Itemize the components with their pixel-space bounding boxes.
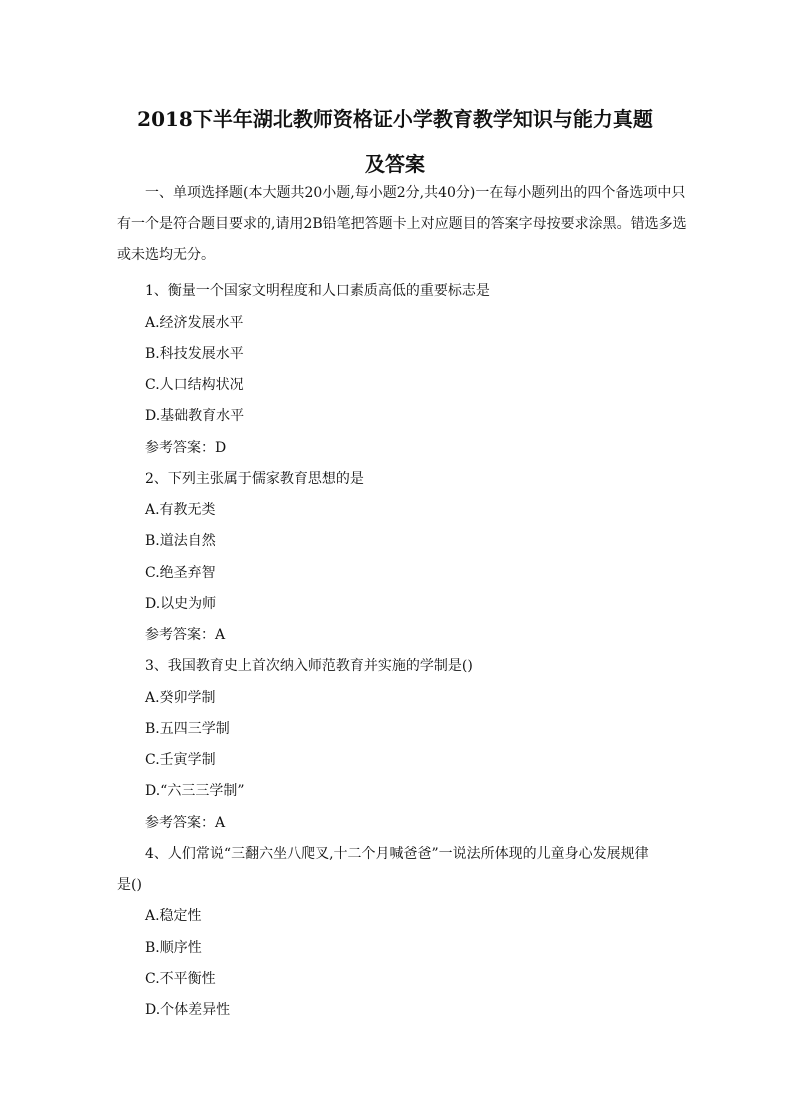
question-3-option-a: A.癸卯学制 [145,690,216,706]
question-2-answer: 参考答案：A [145,627,226,643]
question-4-option-d: D.个体差异性 [145,1002,231,1018]
question-3-option-c: C.壬寅学制 [145,752,216,768]
question-2-stem: 2、下列主张属于儒家教育思想的是 [145,471,364,487]
section-intro [117,178,697,271]
question-3-option-b: B.五四三学制 [145,721,230,737]
question-1-option-d: D.基础教育水平 [145,408,245,424]
question-2-option-a: A.有教无类 [145,502,216,518]
question-2-option-c: C.绝圣弃智 [145,565,216,581]
question-1-stem: 1、衡量一个国家文明程度和人口素质高低的重要标志是 [145,283,490,299]
question-1-answer: 参考答案：D [145,440,227,456]
question-4-stem-line-1: 4、人们常说“三翻六坐八爬叉,十二个月喊爸爸”一说法所体现的儿童身心发展规律 [145,846,649,862]
question-4-option-a: A.稳定性 [145,908,202,924]
section-intro-text: 一、单项选择题(本大题共20小题,每小题2分,共40分)一在每小题列出的四个备选项中只有一个是符合题目要求的,请用2B铅笔把答题卡上对应题目的答案字母按要求涂黑。错选多选或未选均无分。 [117,185,687,263]
question-1-option-b: B.科技发展水平 [145,346,244,362]
document-title-line-1: 2018下半年湖北教师资格证小学教育教学知识与能力真题 [137,107,653,131]
question-1-option-a: A.经济发展水平 [145,315,244,331]
question-4-option-c: C.不平衡性 [145,971,216,987]
question-2-option-d: D.以史为师 [145,596,217,612]
question-1-option-c: C.人口结构状况 [145,377,244,393]
question-3-answer: 参考答案：A [145,815,226,831]
document-title-line-2: 及答案 [365,152,425,176]
question-3-stem: 3、我国教育史上首次纳入师范教育并实施的学制是() [145,658,473,674]
question-3-option-d: D.“六三三学制” [145,783,245,799]
question-4-option-b: B.顺序性 [145,940,202,956]
question-2-option-b: B.道法自然 [145,533,216,549]
question-4-stem-line-2: 是() [117,877,142,893]
